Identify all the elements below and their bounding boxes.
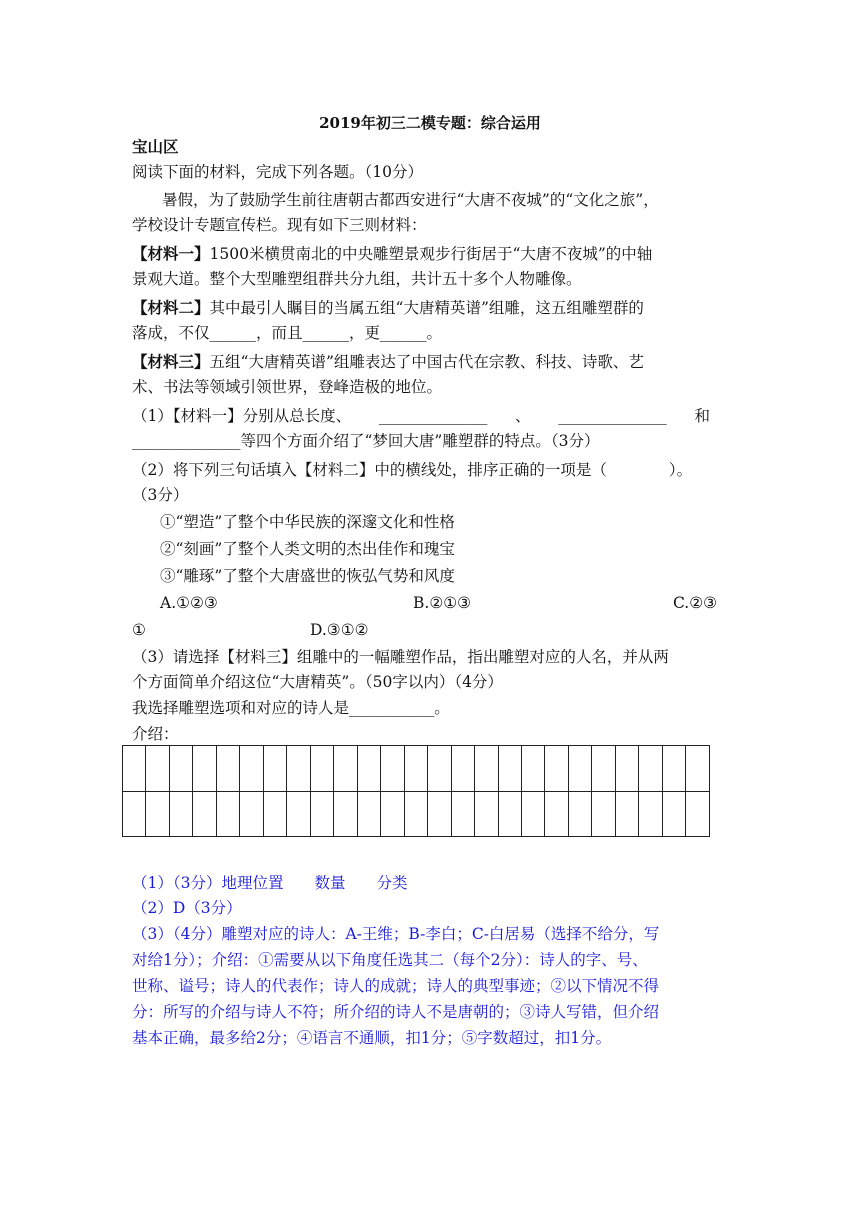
writing-grid-cell[interactable] [662,791,685,837]
writing-grid-cell[interactable] [686,791,710,837]
material-one-line2: 景观大道。整个大型雕塑组群共分九组，共计五十多个人物雕像。 [132,270,582,288]
writing-grid[interactable] [122,745,710,837]
introduction-label: 介绍： [132,725,179,743]
writing-grid-cell[interactable] [287,746,310,792]
question-two-close: ）。 [668,461,693,479]
question-three-line2: 个方面简单介绍这位“大唐精英”。（50字以内）（4分） [132,673,503,691]
document-title: 2019年初三二模专题：综合运用 [319,114,541,132]
writing-grid-cell[interactable] [639,746,662,792]
writing-grid-cell[interactable] [263,746,286,792]
choice-c-continued: ① [132,621,146,639]
writing-grid-cell[interactable] [475,791,498,837]
answer-line-7: 基本正确，最多给2分；④语言不通顺，扣1分；⑤字数超过，扣1分。 [132,1029,612,1047]
material-three-label: 【材料三】 [132,352,210,371]
writing-grid-cell[interactable] [357,746,380,792]
writing-grid-cell[interactable] [404,746,427,792]
writing-grid-cell[interactable] [639,791,662,837]
writing-grid-cell[interactable] [592,791,615,837]
answer-line-1: （1）（3分）地理位置 数量 分类 [132,874,408,892]
writing-grid-cell[interactable] [334,746,357,792]
material-two-text: 其中最引人瞩目的当属五组“大唐精英谱”组雕，这五组雕塑群的 [209,299,644,317]
instruction-text: 阅读下面的材料，完成下列各题。（10分） [132,163,423,181]
answer-line-4: 对给1分）；介绍：①需要从以下角度任选其二（每个2分）：诗人的字、号、 [132,951,648,969]
writing-grid-cell[interactable] [498,791,521,837]
writing-grid-cell[interactable] [404,791,427,837]
material-three-line2: 术、书法等领域引领世界，登峰造极的地位。 [132,378,443,396]
writing-grid-cell[interactable] [475,746,498,792]
sentence-option-2: ②“刻画”了整个人类文明的杰出佳作和瑰宝 [160,540,455,558]
writing-grid-row [123,791,710,837]
question-two-line1 [132,458,732,482]
answer-line-2: （2）D（3分） [132,899,242,917]
writing-grid-cell[interactable] [615,746,638,792]
writing-grid-cell[interactable] [615,791,638,837]
question-one-stem: （1）【材料一】分别从总长度、 [132,407,352,425]
writing-grid-cell[interactable] [592,746,615,792]
question-two-points: （3分） [132,486,189,504]
writing-grid-cell[interactable] [357,791,380,837]
sentence-option-3: ③“雕琢”了整个大唐盛世的恢弘气势和风度 [160,567,455,585]
material-three-line1 [132,350,732,374]
question-three-line1: （3）请选择【材料三】组雕中的一幅雕塑作品，指出雕塑对应的人名，并从两 [132,648,669,666]
writing-grid-cell[interactable] [545,746,568,792]
writing-grid-cell[interactable] [662,746,685,792]
writing-grid-cell[interactable] [521,746,544,792]
question-two-stem: （2）将下列三句话填入【材料二】中的横线处，排序正确的一项是（ [132,461,607,479]
writing-grid-cell[interactable] [263,791,286,837]
material-one-text: 1500米横贯南北的中央雕塑景观步行街居于“大唐不夜城”的中轴 [209,245,653,263]
writing-grid-cell[interactable] [146,746,169,792]
writing-grid-cell[interactable] [240,746,263,792]
material-two-line1 [132,296,732,320]
answer-line-5: 世称、谥号；诗人的代表作；诗人的成就；诗人的典型事迹；②以下情况不得 [132,977,660,995]
material-one-line1 [132,242,732,266]
writing-grid-cell[interactable] [381,746,404,792]
writing-grid-cell[interactable] [381,791,404,837]
writing-grid-cell[interactable] [193,791,216,837]
writing-grid-cell[interactable] [568,791,591,837]
writing-grid-cell[interactable] [123,746,146,792]
choice-c: C.②③ [673,594,718,612]
writing-grid-cell[interactable] [545,791,568,837]
question-one-separator: 、 [515,407,531,425]
question-three-line3: 我选择雕塑选项和对应的诗人是___________。 [132,699,450,717]
writing-grid-cell[interactable] [451,791,474,837]
writing-grid-cell[interactable] [240,791,263,837]
material-three-text: 五组“大唐精英谱”组雕表达了中国古代在宗教、科技、诗歌、艺 [209,353,644,371]
choice-b: B.②①③ [413,594,472,612]
writing-grid-cell[interactable] [451,746,474,792]
choice-a: A.①②③ [160,594,218,612]
writing-grid-cell[interactable] [216,746,239,792]
writing-grid-cell[interactable] [310,791,333,837]
writing-grid-cell[interactable] [216,791,239,837]
question-one-line2: ______________等四个方面介绍了“梦回大唐”雕塑群的特点。（3分） [132,432,600,450]
writing-grid-cell[interactable] [310,746,333,792]
question-one-line1 [132,404,710,428]
intro-paragraph-line2: 学校设计专题宣传栏。现有如下三则材料： [132,216,427,234]
writing-grid-cell[interactable] [146,791,169,837]
writing-grid-cell[interactable] [334,791,357,837]
intro-paragraph-line1: 暑假，为了鼓励学生前往唐朝古都西安进行“大唐不夜城”的“文化之旅”， [162,191,659,209]
material-two-line2: 落成，不仅______，而且______，更______。 [132,324,443,342]
writing-grid-cell[interactable] [193,746,216,792]
answer-line-6: 分：所写的介绍与诗人不符；所介绍的诗人不是唐朝的；③诗人写错，但介绍 [132,1003,660,1021]
question-one-blank-1[interactable]: ______________ [378,407,488,425]
choice-d: D.③①② [310,621,369,639]
sentence-option-1: ①“塑造”了整个中华民族的深邃文化和性格 [160,513,455,531]
writing-grid-cell[interactable] [287,791,310,837]
writing-grid-cell[interactable] [123,791,146,837]
district-heading: 宝山区 [132,137,179,156]
answer-line-3: （3）（4分）雕塑对应的诗人：A-王维；B-李白；C-白居易（选择不给分，写 [132,925,660,943]
material-one-label: 【材料一】 [132,244,210,263]
writing-grid-cell[interactable] [169,746,192,792]
writing-grid-cell[interactable] [428,746,451,792]
writing-grid-cell[interactable] [686,746,710,792]
writing-grid-row [123,746,710,792]
writing-grid-cell[interactable] [568,746,591,792]
material-two-label: 【材料二】 [132,298,210,317]
writing-grid-cell[interactable] [521,791,544,837]
writing-grid-cell[interactable] [169,791,192,837]
question-one-blank-2[interactable]: ______________ [558,407,667,425]
writing-grid-cell[interactable] [428,791,451,837]
writing-grid-cell[interactable] [498,746,521,792]
question-one-and: 和 [694,407,710,425]
